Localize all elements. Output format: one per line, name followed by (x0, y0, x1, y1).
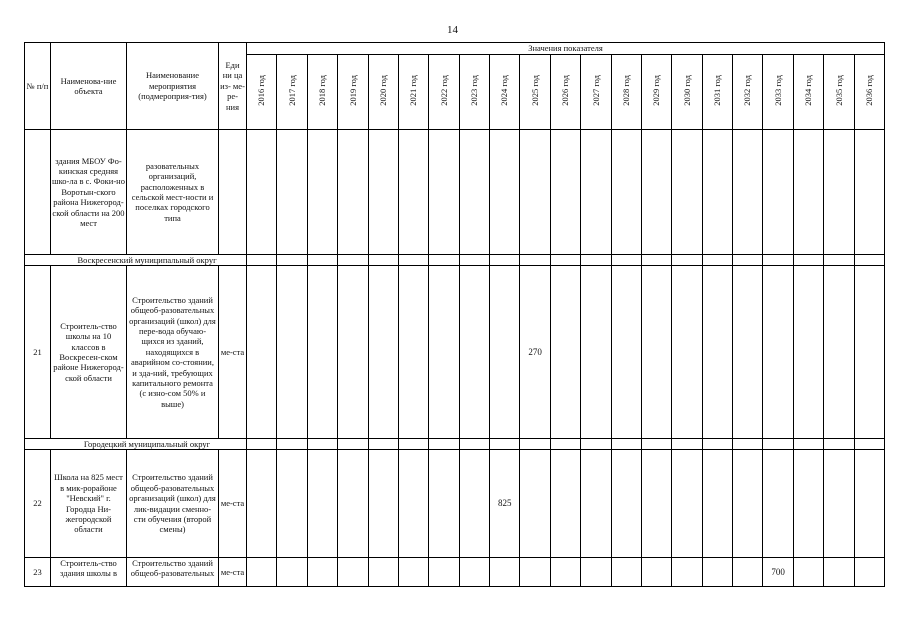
header-unit: Еди ни ца из- ме- ре- ния (219, 43, 247, 130)
value-cell (763, 439, 793, 450)
year-label: 2035 год (833, 75, 844, 107)
year-header (824, 55, 854, 130)
value-cell (520, 255, 550, 266)
value-cell: 825 (490, 450, 520, 558)
value-cell (398, 130, 428, 255)
year-label: 2029 год (651, 75, 662, 107)
value-cell (338, 558, 368, 587)
value-cell (398, 255, 428, 266)
value-cell (338, 439, 368, 450)
value-cell (520, 439, 550, 450)
cell-measure: разовательных организаций, расположенных в сельской мест-ности и поселках городского типа (127, 130, 219, 255)
value-cell (733, 255, 763, 266)
value-cell (793, 130, 823, 255)
value-cell (854, 558, 884, 587)
value-cell (398, 266, 428, 439)
value-cell (733, 439, 763, 450)
value-cell (277, 255, 307, 266)
year-label: 2025 год (529, 75, 540, 107)
value-cell (429, 130, 459, 255)
value-cell (611, 255, 641, 266)
value-cell (581, 558, 611, 587)
value-cell (429, 558, 459, 587)
value-cell (672, 130, 702, 255)
value-cell (824, 266, 854, 439)
year-header (307, 55, 337, 130)
cell-object: здания МБОУ Фо-кинская средняя шко-ла в с. Фоки-но Воротын-ского района Нижегород-ской области на 200 мест (51, 130, 127, 255)
year-header (520, 55, 550, 130)
value-cell (641, 558, 671, 587)
year-label: 2030 год (681, 75, 692, 107)
year-label: 2028 год (620, 75, 631, 107)
value-cell (763, 266, 793, 439)
value-cell (459, 558, 489, 587)
year-label: 2019 год (347, 75, 358, 107)
value-cell (702, 450, 732, 558)
value-cell (307, 450, 337, 558)
value-cell (641, 255, 671, 266)
table-row (25, 266, 885, 439)
value-cell (338, 450, 368, 558)
value-cell (672, 450, 702, 558)
value-cell: 270 (520, 266, 550, 439)
year-header (611, 55, 641, 130)
value-cell (611, 558, 641, 587)
value-cell (398, 439, 428, 450)
value-cell (854, 450, 884, 558)
value-cell (793, 439, 823, 450)
value-cell (641, 450, 671, 558)
cell-unit: ме-ста (219, 266, 247, 439)
value-cell (338, 255, 368, 266)
value-cell (672, 558, 702, 587)
year-header (398, 55, 428, 130)
value-cell (550, 558, 580, 587)
value-cell (702, 130, 732, 255)
value-cell: 700 (763, 558, 793, 587)
value-cell (368, 558, 398, 587)
cell-measure: Строительство зданий общеоб-разовательных (127, 558, 219, 587)
cell-num: 21 (25, 266, 51, 439)
value-cell (611, 450, 641, 558)
year-label: 2027 год (590, 75, 601, 107)
indicator-table (24, 42, 885, 587)
year-header (247, 55, 277, 130)
value-cell (429, 450, 459, 558)
year-header (672, 55, 702, 130)
value-cell (793, 450, 823, 558)
year-label: 2034 год (803, 75, 814, 107)
year-label: 2018 год (317, 75, 328, 107)
year-label: 2023 год (469, 75, 480, 107)
year-header (550, 55, 580, 130)
value-cell (672, 266, 702, 439)
year-label: 2032 год (742, 75, 753, 107)
value-cell (702, 558, 732, 587)
value-cell (307, 130, 337, 255)
cell-measure: Строительство зданий общеоб-разовательных организаций (школ) для лик-видации сменно-сти обучения (второй смены) (127, 450, 219, 558)
value-cell (490, 439, 520, 450)
value-cell (490, 130, 520, 255)
table-row (25, 450, 885, 558)
value-cell (277, 450, 307, 558)
value-cell (641, 130, 671, 255)
year-header (490, 55, 520, 130)
value-cell (520, 558, 550, 587)
value-cell (368, 439, 398, 450)
value-cell (429, 266, 459, 439)
value-cell (277, 266, 307, 439)
header-num: № п/п (25, 43, 51, 130)
value-cell (368, 450, 398, 558)
value-cell (459, 255, 489, 266)
year-label: 2026 год (560, 75, 571, 107)
value-cell (398, 450, 428, 558)
value-cell (247, 130, 277, 255)
value-cell (733, 266, 763, 439)
value-cell (854, 255, 884, 266)
header-measure: Наименование мероприятия (подмероприя-тия) (127, 43, 219, 130)
year-header (338, 55, 368, 130)
value-cell (611, 130, 641, 255)
value-cell (550, 266, 580, 439)
page-number: 14 (447, 24, 458, 36)
year-label: 2021 год (408, 75, 419, 107)
cell-object: Школа на 825 мест в мик-рорайоне "Невский" г. Городца Ни-жегородской области (51, 450, 127, 558)
value-cell (429, 439, 459, 450)
value-cell (247, 558, 277, 587)
cell-num (25, 130, 51, 255)
table-row (25, 558, 885, 587)
value-cell (490, 266, 520, 439)
value-cell (581, 450, 611, 558)
value-cell (854, 439, 884, 450)
value-cell (854, 130, 884, 255)
year-header (277, 55, 307, 130)
value-cell (490, 255, 520, 266)
value-cell (520, 450, 550, 558)
value-cell (277, 558, 307, 587)
year-label: 2024 год (499, 75, 510, 107)
value-cell (247, 255, 277, 266)
value-cell (733, 558, 763, 587)
group-label: Городецкий муниципальный округ (25, 439, 247, 450)
group-label: Воскресенский муниципальный округ (25, 255, 247, 266)
value-cell (338, 266, 368, 439)
value-cell (581, 439, 611, 450)
value-cell (854, 266, 884, 439)
year-label: 2033 год (772, 75, 783, 107)
year-header (459, 55, 489, 130)
cell-measure: Строительство зданий общеоб-разовательных организаций (школ) для пере-вода обучаю-щихся из зданий, находящихся в аварийном со-стоянии, и зда-ний, требующих капитального ремонта (с изно-сом 50% и выше) (127, 266, 219, 439)
value-cell (763, 130, 793, 255)
value-cell (763, 450, 793, 558)
value-cell (247, 450, 277, 558)
year-header (368, 55, 398, 130)
value-cell (733, 450, 763, 558)
value-cell (459, 439, 489, 450)
cell-object: Строитель-ство школы на 10 классов в Воскресен-ском районе Нижегород-ской области (51, 266, 127, 439)
year-header (763, 55, 793, 130)
year-header (581, 55, 611, 130)
value-cell (490, 558, 520, 587)
year-label: 2036 год (864, 75, 875, 107)
value-cell (277, 130, 307, 255)
table-row (25, 130, 885, 255)
value-cell (550, 450, 580, 558)
cell-unit (219, 130, 247, 255)
value-cell (307, 558, 337, 587)
value-cell (611, 439, 641, 450)
year-header (641, 55, 671, 130)
year-label: 2022 год (438, 75, 449, 107)
cell-num: 22 (25, 450, 51, 558)
header-row (25, 43, 885, 55)
cell-object: Строитель-ство здания школы в (51, 558, 127, 587)
value-cell (581, 266, 611, 439)
year-header (733, 55, 763, 130)
value-cell (672, 439, 702, 450)
value-cell (702, 439, 732, 450)
value-cell (672, 255, 702, 266)
value-cell (824, 439, 854, 450)
value-cell (520, 130, 550, 255)
year-header (702, 55, 732, 130)
value-cell (702, 255, 732, 266)
value-cell (368, 130, 398, 255)
cell-num: 23 (25, 558, 51, 587)
year-label: 2031 год (712, 75, 723, 107)
value-cell (824, 450, 854, 558)
value-cell (793, 255, 823, 266)
cell-unit: ме-ста (219, 558, 247, 587)
value-cell (611, 266, 641, 439)
value-cell (247, 439, 277, 450)
cell-unit: ме-ста (219, 450, 247, 558)
value-cell (793, 558, 823, 587)
value-cell (307, 439, 337, 450)
value-cell (824, 130, 854, 255)
value-cell (581, 130, 611, 255)
year-label: 2016 год (256, 75, 267, 107)
value-cell (459, 130, 489, 255)
value-cell (550, 130, 580, 255)
value-cell (307, 266, 337, 439)
value-cell (824, 558, 854, 587)
year-header (793, 55, 823, 130)
value-cell (641, 266, 671, 439)
group-row (25, 255, 885, 266)
value-cell (247, 266, 277, 439)
value-cell (429, 255, 459, 266)
value-cell (702, 266, 732, 439)
value-cell (793, 266, 823, 439)
value-cell (824, 255, 854, 266)
year-header (429, 55, 459, 130)
value-cell (398, 558, 428, 587)
year-label: 2020 год (377, 75, 388, 107)
value-cell (307, 255, 337, 266)
group-row (25, 439, 885, 450)
value-cell (641, 439, 671, 450)
value-cell (763, 255, 793, 266)
value-cell (368, 255, 398, 266)
value-cell (459, 266, 489, 439)
value-cell (550, 255, 580, 266)
value-cell (581, 255, 611, 266)
header-object: Наименова-ние объекта (51, 43, 127, 130)
value-cell (368, 266, 398, 439)
year-label: 2017 год (286, 75, 297, 107)
year-header (854, 55, 884, 130)
value-cell (550, 439, 580, 450)
header-values: Значения показателя (247, 43, 885, 55)
value-cell (338, 130, 368, 255)
value-cell (277, 439, 307, 450)
value-cell (733, 130, 763, 255)
value-cell (459, 450, 489, 558)
table-body (25, 130, 885, 587)
